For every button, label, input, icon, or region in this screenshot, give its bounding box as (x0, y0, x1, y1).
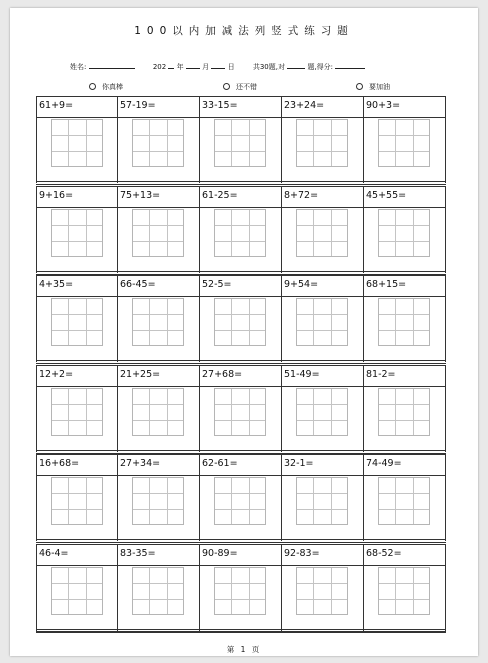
problem-equation: 4+35= (39, 279, 74, 290)
problem-equation: 12+2= (39, 368, 74, 380)
problem-equation: 74-49= (366, 458, 402, 469)
vertical-calculation-grid[interactable] (51, 567, 103, 615)
problem-equation: 66-45= (120, 279, 156, 290)
problem-equation: 92-83= (284, 547, 320, 559)
problem-cell (364, 187, 446, 273)
page-number: 第 1 页 (226, 645, 262, 654)
year-field[interactable] (168, 61, 174, 69)
vertical-calculation-grid[interactable] (214, 209, 266, 257)
self-rating-row (10, 82, 478, 92)
problem-equation: 9+16= (39, 189, 74, 201)
problem-cell (36, 545, 118, 631)
problem-cell (118, 276, 200, 362)
problem-cell (282, 276, 364, 362)
problem-equation: 61+9= (39, 100, 74, 111)
problem-cell (364, 545, 446, 631)
problem-equation: 68+15= (366, 279, 407, 290)
problem-cell (118, 366, 200, 452)
problem-cell (282, 366, 364, 452)
problem-cell (364, 366, 446, 452)
student-info-line (70, 61, 365, 72)
score-field[interactable] (335, 61, 365, 69)
correct-count-field[interactable] (287, 61, 305, 69)
rating-option-good[interactable] (223, 82, 257, 92)
vertical-calculation-grid[interactable] (51, 388, 103, 436)
problem-cell (118, 455, 200, 541)
problem-equation: 27+34= (120, 458, 161, 469)
problem-cell (36, 97, 118, 183)
problem-cell (200, 366, 282, 452)
name-label: 姓名: (70, 63, 87, 71)
vertical-calculation-grid[interactable] (378, 119, 430, 167)
vertical-calculation-grid[interactable] (378, 298, 430, 346)
problem-cell (118, 545, 200, 631)
vertical-calculation-grid[interactable] (214, 477, 266, 525)
radio-circle-icon (89, 83, 96, 90)
vertical-calculation-grid[interactable] (296, 388, 348, 436)
problem-cell (282, 97, 364, 183)
problem-cell (200, 455, 282, 541)
problem-equation: 9+54= (284, 279, 319, 290)
rating-option-great[interactable] (89, 82, 123, 92)
vertical-calculation-grid[interactable] (51, 209, 103, 257)
problem-cell (200, 187, 282, 273)
problem-row (36, 96, 446, 184)
vertical-calculation-grid[interactable] (296, 119, 348, 167)
vertical-calculation-grid[interactable] (296, 477, 348, 525)
problem-grid (36, 96, 446, 633)
problem-cell (36, 187, 118, 273)
problem-cell (200, 97, 282, 183)
year-label: 年 (176, 63, 184, 71)
vertical-calculation-grid[interactable] (378, 388, 430, 436)
grid-bottom-border (36, 631, 446, 632)
problem-row (36, 186, 446, 274)
problem-cell (282, 187, 364, 273)
rating-label: 还不错 (236, 83, 257, 91)
vertical-calculation-grid[interactable] (214, 119, 266, 167)
problem-equation: 75+13= (120, 189, 161, 201)
problem-equation: 21+25= (120, 368, 161, 380)
problem-equation: 45+55= (366, 189, 407, 201)
vertical-calculation-grid[interactable] (132, 119, 184, 167)
vertical-calculation-grid[interactable] (378, 209, 430, 257)
problem-cell (282, 545, 364, 631)
problem-cell (364, 97, 446, 183)
problem-row (36, 365, 446, 453)
score-label: 题,得分: (307, 63, 334, 71)
day-label: 日 (227, 63, 235, 71)
problem-equation: 68-52= (366, 547, 402, 559)
problem-cell (36, 366, 118, 452)
rating-label: 你真棒 (102, 83, 123, 91)
problem-equation: 57-19= (120, 100, 156, 111)
month-label: 月 (202, 63, 210, 71)
vertical-calculation-grid[interactable] (132, 388, 184, 436)
vertical-calculation-grid[interactable] (296, 209, 348, 257)
problem-equation: 27+68= (202, 368, 243, 380)
page-title: 100以内加减法列竖式练习题 (134, 25, 354, 37)
problem-cell (282, 455, 364, 541)
problem-cell (364, 276, 446, 362)
problem-equation: 62-61= (202, 458, 238, 469)
problem-equation: 33-15= (202, 100, 238, 111)
problem-equation: 51-49= (284, 368, 320, 380)
problem-equation: 81-2= (366, 368, 396, 380)
problem-equation: 83-35= (120, 547, 156, 559)
problem-row (36, 544, 446, 632)
vertical-calculation-grid[interactable] (214, 388, 266, 436)
vertical-calculation-grid[interactable] (132, 477, 184, 525)
vertical-calculation-grid[interactable] (51, 119, 103, 167)
problem-cell (118, 97, 200, 183)
vertical-calculation-grid[interactable] (132, 209, 184, 257)
problem-equation: 52-5= (202, 279, 232, 290)
rating-label: 要加油 (369, 83, 390, 91)
problem-cell (118, 187, 200, 273)
problem-cell (200, 545, 282, 631)
rating-option-keep-trying[interactable] (356, 82, 390, 92)
problem-equation: 61-25= (202, 189, 238, 201)
problem-cell (36, 276, 118, 362)
radio-circle-icon (356, 83, 363, 90)
vertical-calculation-grid[interactable] (51, 298, 103, 346)
vertical-calculation-grid[interactable] (132, 567, 184, 615)
total-label: 共30题,对 (252, 63, 285, 71)
problem-equation: 8+72= (284, 189, 319, 201)
day-field[interactable] (211, 61, 225, 69)
problem-equation: 32-1= (284, 458, 314, 469)
problem-cell (36, 455, 118, 541)
problem-row (36, 275, 446, 363)
month-field[interactable] (186, 61, 200, 69)
problem-equation: 90-89= (202, 547, 238, 559)
vertical-calculation-grid[interactable] (296, 298, 348, 346)
year-prefix: 202 (152, 63, 167, 71)
problem-equation: 16+68= (39, 458, 80, 469)
problem-cell (364, 455, 446, 541)
name-field[interactable] (89, 61, 135, 69)
vertical-calculation-grid[interactable] (378, 477, 430, 525)
vertical-calculation-grid[interactable] (214, 298, 266, 346)
problem-cell (200, 276, 282, 362)
worksheet-page (10, 8, 478, 656)
vertical-calculation-grid[interactable] (51, 477, 103, 525)
problem-equation: 46-4= (39, 547, 69, 559)
problem-equation: 23+24= (284, 100, 325, 111)
vertical-calculation-grid[interactable] (132, 298, 184, 346)
radio-circle-icon (223, 83, 230, 90)
vertical-calculation-grid[interactable] (296, 567, 348, 615)
vertical-calculation-grid[interactable] (214, 567, 266, 615)
problem-equation: 90+3= (366, 100, 401, 111)
problem-row (36, 454, 446, 542)
vertical-calculation-grid[interactable] (378, 567, 430, 615)
